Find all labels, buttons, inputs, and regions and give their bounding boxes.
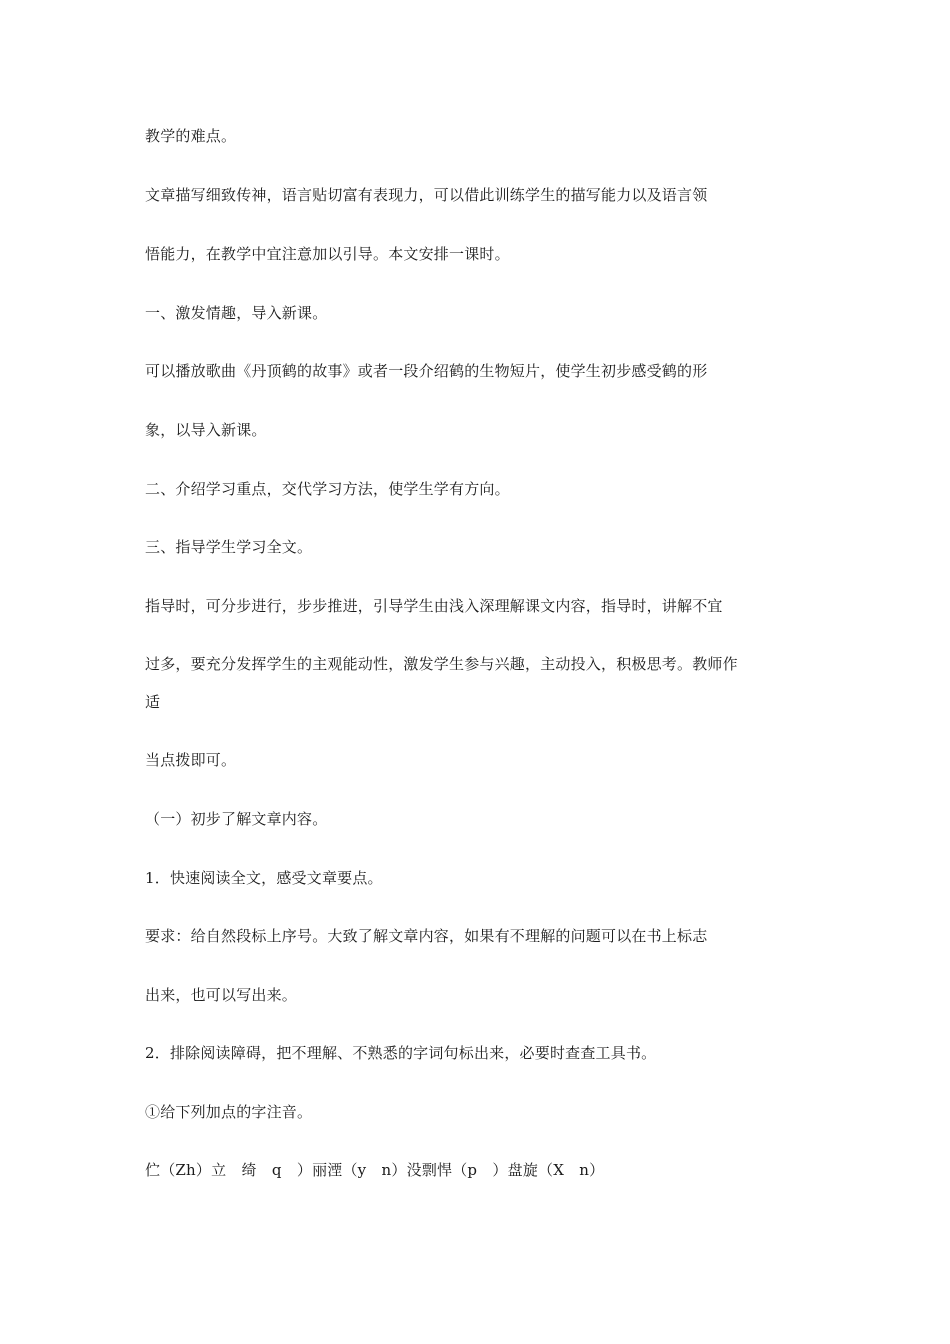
section-heading: 二、介绍学习重点，交代学习方法，使学生学有方向。 (145, 480, 510, 498)
text-line: 象，以导入新课。 (145, 421, 267, 439)
exercise-instruction: ①给下列加点的字注音。 (145, 1103, 313, 1121)
list-item: 1．快速阅读全文，感受文章要点。 (145, 869, 383, 887)
text-line: 悟能力，在教学中宜注意加以引导。本文安排一课时。 (145, 245, 510, 263)
section-heading: 一、激发情趣，导入新课。 (145, 304, 328, 322)
text-line: 教学的难点。 (145, 127, 237, 145)
text-line: 可以播放歌曲《丹顶鹤的故事》或者一段介绍鹤的生物短片，使学生初步感受鹤的形 (145, 362, 708, 380)
text-line: 文章描写细致传神，语言贴切富有表现力，可以借此训练学生的描写能力以及语言领 (145, 186, 708, 204)
text-line: 要求：给自然段标上序号。大致了解文章内容，如果有不理解的问题可以在书上标志 (145, 927, 708, 945)
exercise-content: 伫（Zh）立 绮 q ）丽湮（y n）没剽悍（p ）盘旋（X n） (145, 1161, 605, 1179)
subsection-heading: （一）初步了解文章内容。 (145, 810, 328, 828)
text-line: 出来，也可以写出来。 (145, 986, 298, 1004)
list-item: 2．排除阅读障碍，把不理解、不熟悉的字词句标出来，必要时查查工具书。 (145, 1044, 657, 1062)
text-line: 过多，要充分发挥学生的主观能动性，激发学生参与兴趣，主动投入，积极思考。教师作 (145, 655, 738, 673)
text-line: 适 (145, 693, 161, 711)
section-heading: 三、指导学生学习全文。 (145, 538, 313, 556)
text-line: 当点拨即可。 (145, 751, 237, 769)
text-line: 指导时，可分步进行，步步推进，引导学生由浅入深理解课文内容，指导时，讲解不宜 (145, 597, 723, 615)
